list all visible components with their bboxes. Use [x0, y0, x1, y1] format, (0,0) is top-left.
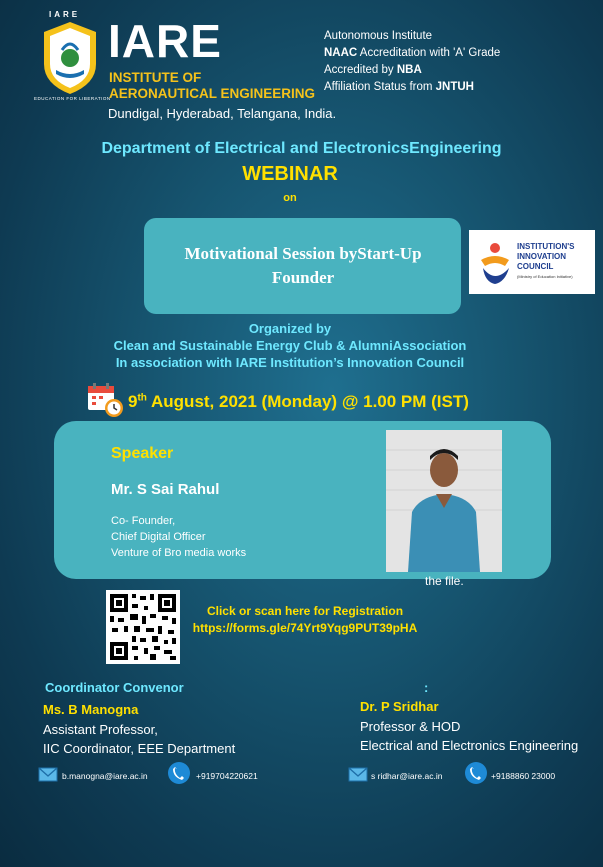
jntuh-label: JNTUH — [435, 81, 474, 93]
date-day: 9 — [128, 392, 138, 411]
speaker-silhouette-icon — [386, 430, 502, 572]
organized-by-block — [0, 320, 580, 371]
accreditation-line-3 — [324, 62, 500, 79]
coordinator-1-phone[interactable]: +919704220621 — [196, 771, 258, 781]
emblem-motto: EDUCATION FOR LIBERATION — [34, 96, 111, 101]
coordinator-2-phone[interactable]: +9188860 23000 — [491, 771, 556, 781]
speaker-name: Mr. S Sai Rahul — [111, 481, 220, 498]
event-date — [128, 392, 469, 412]
session-title-line-1: Motivational Session byStart-Up — [184, 244, 422, 263]
speaker-label: Speaker — [111, 445, 174, 462]
speaker-role-1: Co- Founder, — [111, 515, 176, 527]
institute-line-2: AERONAUTICAL ENGINEERING — [109, 86, 316, 101]
iare-emblem-icon — [40, 20, 100, 96]
naac-label: NAAC — [324, 47, 358, 59]
nba-text: Accredited by — [324, 64, 397, 76]
speaker-roles — [111, 513, 246, 561]
date-rest: August, 2021 (Monday) @ 1.00 PM (IST) — [146, 392, 469, 411]
coordinator-1-detail-1: Assistant Professor, — [43, 722, 158, 737]
accreditation-block — [324, 28, 500, 96]
calendar-clock-icon — [86, 382, 124, 418]
emblem-text: IARE — [49, 10, 81, 19]
registration-link[interactable]: https://forms.gle/74Yrt9Yqg9PUT39pHA — [192, 621, 418, 635]
accreditation-line-2 — [324, 45, 500, 62]
photo-note: the file. — [425, 574, 464, 588]
organized-by-label: Organized by — [248, 321, 332, 336]
coordinator-2-name: Dr. P Sridhar — [360, 699, 439, 714]
coordinator-2-email[interactable]: s ridhar@iare.ac.in — [371, 771, 443, 781]
coordinator-2-details — [360, 717, 578, 755]
speaker-photo — [386, 430, 502, 572]
session-title-line-2: Founder — [271, 268, 335, 287]
iic-line-3: COUNCIL — [517, 262, 554, 271]
phone-icon — [168, 762, 190, 784]
department-title: Department of Electrical and ElectronicsEngineering — [101, 140, 502, 157]
on-label: on — [283, 192, 297, 204]
coordinator-1-name: Ms. B Manogna — [43, 702, 139, 717]
registration-qr-code[interactable] — [106, 590, 180, 664]
speaker-role-2: Chief Digital Officer — [111, 531, 206, 543]
coordinator-title: Coordinator Convenor — [45, 680, 184, 695]
organized-by-line-2: In association with IARE Institution’s Innovation Council — [115, 355, 465, 370]
institute-address: Dundigal, Hyderabad, Telangana, India. — [108, 106, 337, 121]
coordinator-1-detail-2: IIC Coordinator, EEE Department — [43, 741, 236, 756]
accreditation-line-4 — [324, 79, 500, 96]
coordinator-2-detail-2: Electrical and Electronics Engineering — [360, 738, 579, 753]
jntuh-text: Affiliation Status from — [324, 81, 436, 93]
iic-emblem-icon — [475, 238, 515, 286]
coordinator-1-details — [43, 720, 235, 758]
iare-logo-text: IARE — [108, 15, 222, 67]
registration-block — [185, 603, 425, 637]
coordinator-2-detail-1: Professor & HOD — [360, 719, 461, 734]
coordinator-1-email[interactable]: b.manogna@iare.ac.in — [62, 771, 148, 781]
qr-code-icon — [106, 590, 180, 664]
iic-line-1: INSTITUTION'S — [517, 242, 575, 251]
email-icon — [348, 764, 368, 784]
date-suffix: th — [137, 392, 147, 404]
accreditation-line-1: Autonomous Institute — [324, 30, 433, 42]
email-icon — [38, 764, 58, 784]
session-title — [148, 242, 458, 290]
naac-text: Accreditation with 'A' Grade — [357, 47, 501, 59]
registration-prompt: Click or scan here for Registration — [206, 604, 404, 618]
iic-line-2: INNOVATION — [517, 252, 567, 261]
institute-name — [109, 70, 315, 102]
webinar-label: WEBINAR — [242, 163, 338, 185]
coordinator-colon: : — [424, 680, 429, 695]
organized-by-line-1: Clean and Sustainable Energy Club & AlumniAssociation — [113, 338, 467, 353]
iic-logo — [469, 230, 595, 294]
institute-line-1: INSTITUTE OF — [109, 70, 202, 85]
nba-label: NBA — [396, 64, 422, 76]
phone-icon — [465, 762, 487, 784]
iic-line-4: (Ministry of Education Initiative) — [517, 274, 573, 279]
speaker-role-3: Venture of Bro media works — [111, 547, 247, 559]
